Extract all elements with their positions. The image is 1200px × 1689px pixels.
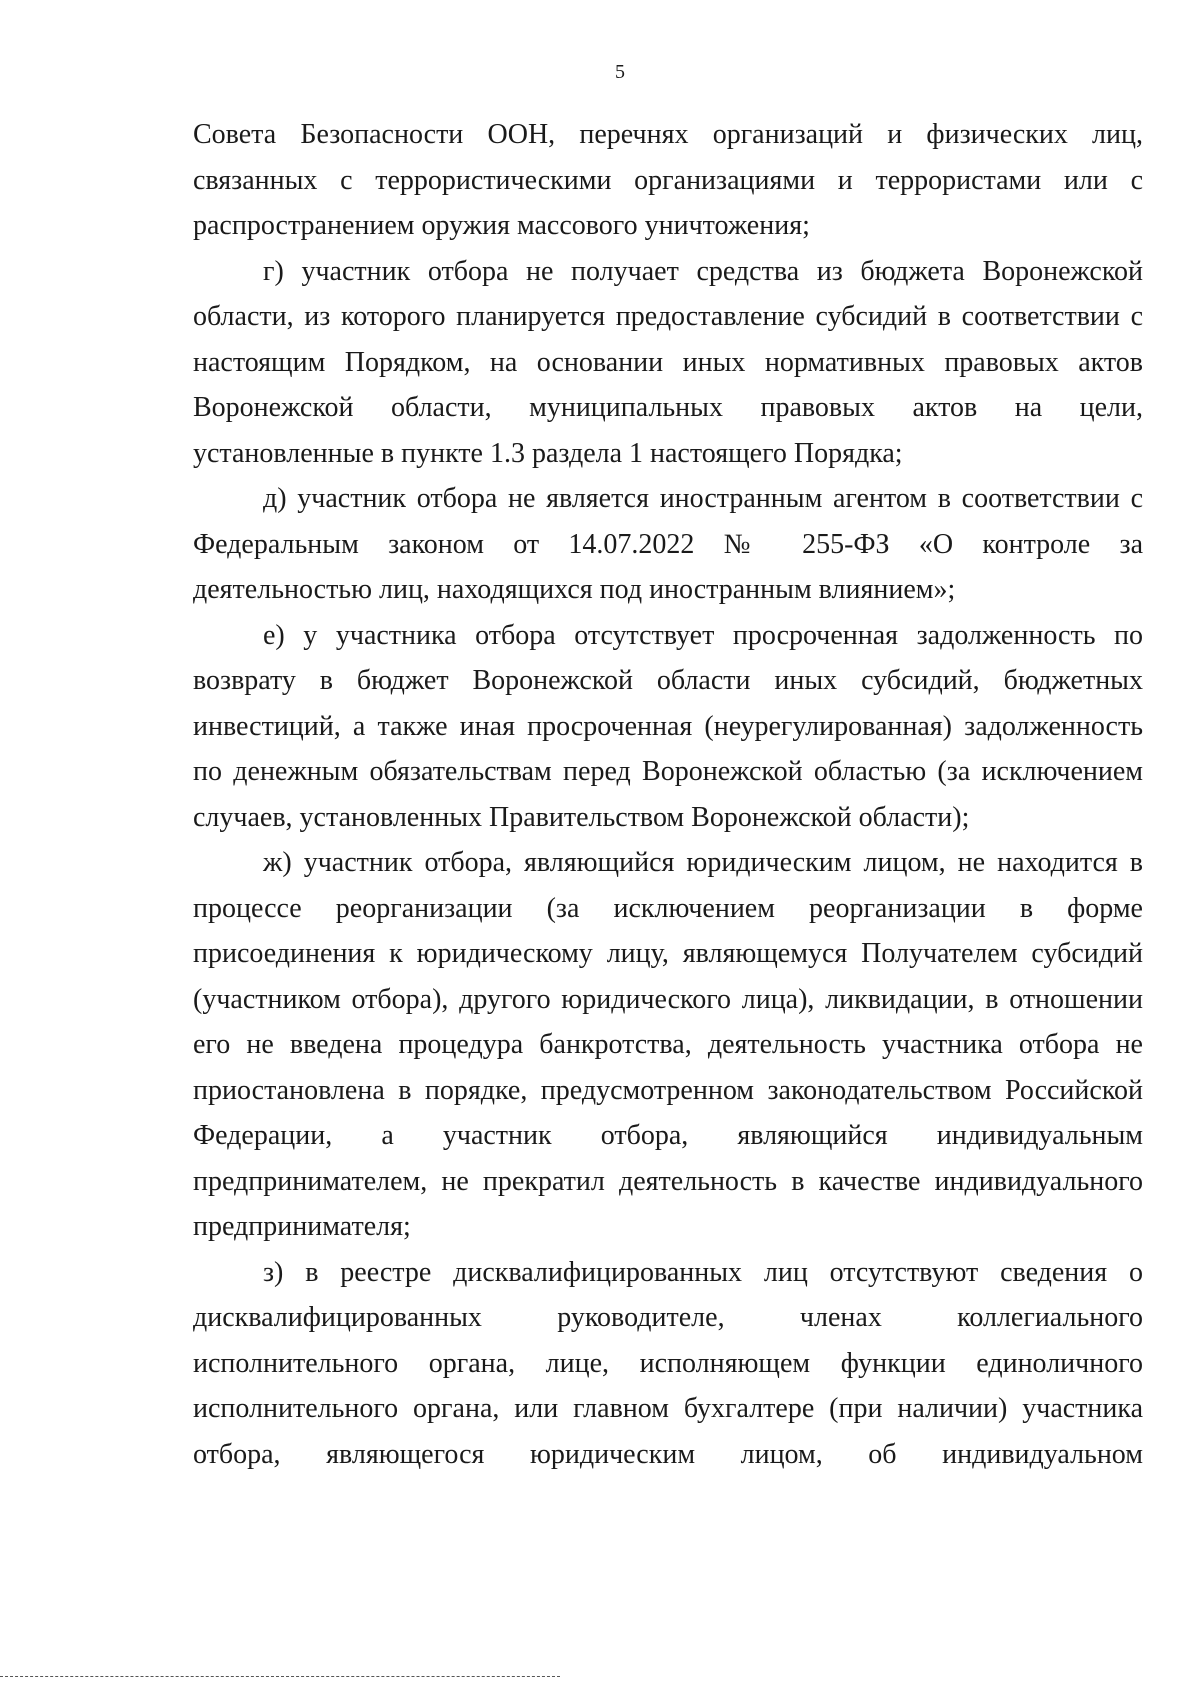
text-line: предпринимателем, не прекратил деятельность в качестве индивидуального: [193, 1165, 1143, 1197]
text-line: процессе реорганизации (за исключением реорганизации в форме: [193, 892, 1143, 924]
text-line: Совета Безопасности ООН, перечнях организаций и физических лиц,: [193, 119, 1143, 150]
text-line: исполнительного органа, или главном бухгалтере (при наличии) участника: [193, 1393, 1143, 1424]
text-line: Федерации, а участник отбора, являющийся индивидуальным: [193, 1120, 1143, 1151]
text-line: ж) участник отбора, являющийся юридическим лицом, не находится в: [263, 847, 1143, 878]
text-line: д) участник отбора не является иностранным агентом в соответствии с: [263, 483, 1143, 514]
text-line: Воронежской области, муниципальных правовых актов на цели,: [193, 392, 1143, 423]
text-line: отбора, являющегося юридическим лицом, об индивидуальном: [193, 1438, 1143, 1470]
text-line: по денежным обязательствам перед Воронежской областью (за исключением: [193, 756, 1143, 787]
text-line: возврату в бюджет Воронежской области иных субсидий, бюджетных: [193, 665, 1143, 696]
document-body: [193, 112, 1143, 1477]
text-line: дисквалифицированных руководителе, членах коллегиального: [193, 1302, 1143, 1333]
paragraph: [193, 840, 1143, 1250]
text-line: приостановлена в порядке, предусмотренном законодательством Российской: [193, 1074, 1143, 1106]
text-line: инвестиций, а также иная просроченная (неурегулированная) задолженность: [193, 710, 1143, 742]
page-bottom-rule: [0, 1676, 560, 1677]
text-line: е) у участника отбора отсутствует просроченная задолженность по: [263, 619, 1143, 651]
text-line: области, из которого планируется предоставление субсидий в соответствии с: [193, 301, 1143, 332]
text-line: з) в реестре дисквалифицированных лиц отсутствуют сведения о: [263, 1256, 1143, 1288]
paragraph: [193, 112, 1143, 249]
text-line: связанных с террористическими организациями и террористами или с: [193, 164, 1143, 196]
text-line: случаев, установленных Правительством Воронежской области);: [193, 801, 970, 833]
page-number: 5: [615, 61, 625, 83]
text-line: предпринимателя;: [193, 1211, 411, 1242]
text-line: настоящим Порядком, на основании иных нормативных правовых актов: [193, 346, 1143, 378]
text-line: установленные в пункте 1.3 раздела 1 настоящего Порядка;: [193, 437, 903, 469]
paragraph: [193, 476, 1143, 613]
text-line: исполнительного органа, лице, исполняющем функции единоличного: [193, 1347, 1143, 1379]
paragraph: [193, 613, 1143, 841]
text-line: г) участник отбора не получает средства из бюджета Воронежской: [263, 255, 1143, 287]
text-line: деятельностью лиц, находящихся под иностранным влиянием»;: [193, 574, 956, 605]
text-line: (участником отбора), другого юридического лица), ликвидации, в отношении: [193, 983, 1143, 1015]
text-line: присоединения к юридическому лицу, являющемуся Получателем субсидий: [193, 938, 1143, 969]
text-line: его не введена процедура банкротства, деятельность участника отбора не: [193, 1029, 1143, 1060]
text-line: Федеральным законом от 14.07.2022 № 255-ФЗ «О контроле за: [193, 528, 1143, 560]
text-line: распространением оружия массового уничтожения;: [193, 210, 810, 241]
paragraph: [193, 1250, 1143, 1478]
paragraph: [193, 249, 1143, 477]
